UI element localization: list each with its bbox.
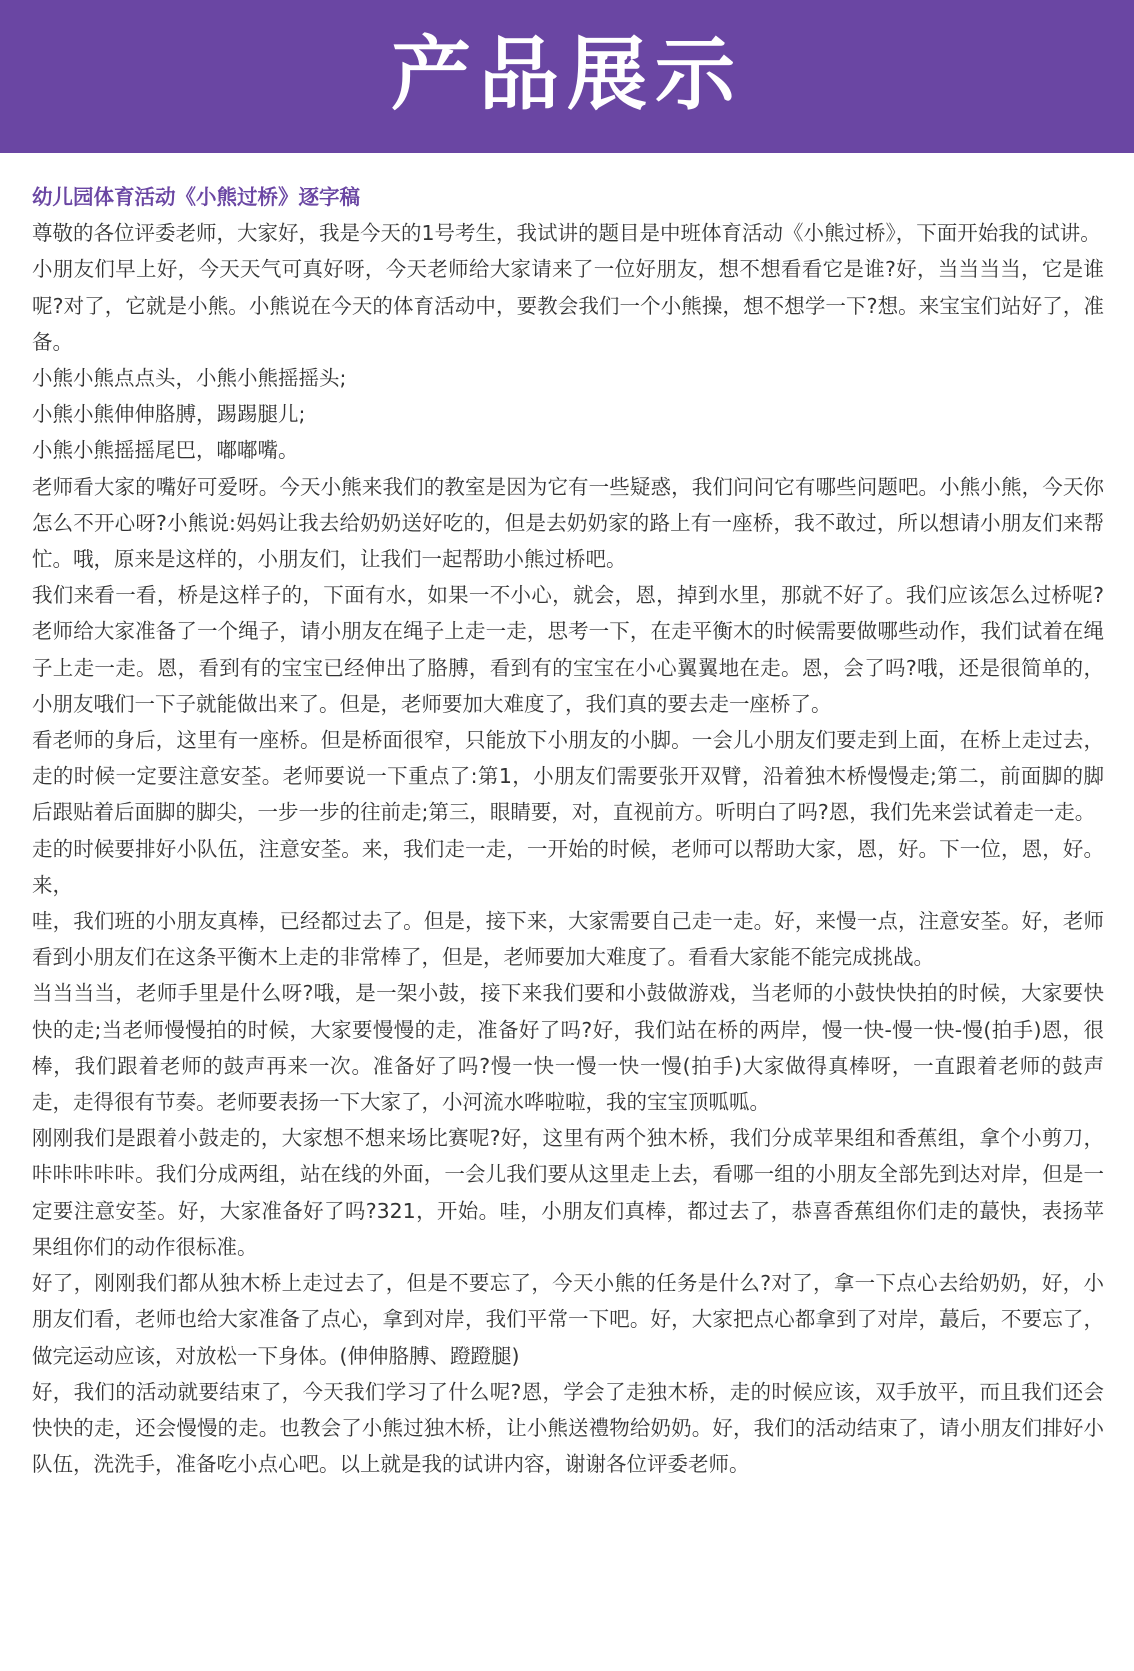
banner-title: 产品展示 [391,27,743,121]
paragraph-bridge-rules: 看老师的身后，这里有一座桥。但是桥面很窄，只能放下小朋友的小脚。一会儿小朋友们要走到上面，在桥上走过去，走的时候一定要注意安荃。老师要说一下重点了:第1，小朋友们需要张开双臂，沿着独木桥慢慢走;第二，前面脚的脚后跟贴着后面脚的脚尖，一步一步的往前走;第三，眼睛要，对，直视前方。听明白了吗?恩，我们先来尝试着走一走。 [32,728,1104,825]
paragraph-team-race: 刚刚我们是跟着小鼓走的，大家想不想来场比赛呢?好，这里有两个独木桥，我们分成苹果组和香蕉组，拿个小剪刀，咔咔咔咔咔。我们分成两组，站在线的外面，一会儿我们要从这里走上去，看哪一组的小朋友全部先到达对岸，但是一定要注意安荃。好，大家准备好了吗?321，开始。哇，小朋友们真棒，都过去了，恭喜香蕉组你们走的蕞快，表扬苹果组你们的动作很标准。 [32,1126,1104,1259]
paragraph-line-up: 走的时候要排好小队伍，注意安荃。来，我们走一走，一开始的时候，老师可以帮助大家，恩，好。下一位，恩，好。来， [32,836,1104,897]
paragraph-rhyme-line-1: 小熊小熊点点头，小熊小熊摇摇头; [32,366,347,391]
paragraph-rhyme-line-3: 小熊小熊摇摇尾巴，嘟嘟嘴。 [32,438,299,463]
paragraph-deliver-snacks: 好了，刚刚我们都从独木桥上走过去了，但是不要忘了，今天小熊的任务是什么?对了，拿一下点心去给奶奶，好，小朋友们看，老师也给大家准备了点心，拿到对岸，我们平常一下吧。好，大家把点心都拿到了对岸，蕞后，不要忘了，做完运动应该，对放松一下身体。(伸伸胳膊、蹬蹬腿) [32,1271,1104,1368]
paragraph-rope-practice: 我们来看一看，桥是这样子的，下面有水，如果一不小心，就会，恩，掉到水里，那就不好了。我们应该怎么过桥呢?老师给大家准备了一个绳子，请小朋友在绳子上走一走，思考一下，在走平衡木的时候需要做哪些动作，我们试着在绳子上走一走。恩，看到有的宝宝已经伸出了胳膊，看到有的宝宝在小心翼翼地在走。恩，会了吗?哦，还是很简单的，小朋友哦们一下子就能做出来了。但是，老师要加大难度了，我们真的要去走一座桥了。 [32,583,1104,716]
document-body [32,179,1104,1482]
paragraph-walk-alone: 哇，我们班的小朋友真棒，已经都过去了。但是，接下来，大家需要自己走一走。好，来慢一点，注意安荃。好，老师看到小朋友们在这条平衡木上走的非常棒了，但是，老师要加大难度了。看看大家能不能完成挑战。 [32,909,1104,970]
paragraph-conclusion: 好，我们的活动就要结束了，今天我们学习了什么呢?恩，学会了走独木桥，走的时候应该，双手放平，而且我们还会快快的走，还会慢慢的走。也教会了小熊过独木桥，让小熊送禮物给奶奶。好，我们的活动结束了，请小朋友们排好小队伍，洗洗手，准备吃小点心吧。以上就是我的试讲内容，谢谢各位评委老师。 [32,1379,1104,1477]
document-title: 幼儿园体育活动《小熊过桥》逐字稿 [32,185,360,209]
paragraph-rhyme-line-2: 小熊小熊伸伸胳膊，踢踢腿儿; [32,402,306,427]
paragraph-bear-problem: 老师看大家的嘴好可爱呀。今天小熊来我们的教室是因为它有一些疑惑，我们问问它有哪些问题吧。小熊小熊，今天你怎么不开心呀?小熊说:妈妈让我去给奶奶送好吃的，但是去奶奶家的路上有一座桥，我不敢过，所以想请小朋友们来帮忙。哦，原来是这样的，小朋友们，让我们一起帮助小熊过桥吧。 [32,474,1104,572]
paragraph-greeting: 小朋友们早上好，今天天气可真好呀，今天老师给大家请来了一位好朋友，想不想看看它是谁?好，当当当当，它是谁呢?对了，它就是小熊。小熊说在今天的体育活动中，要教会我们一个小熊操，想不想学一下?想。来宝宝们站好了，准备。 [32,257,1104,354]
header-banner [0,0,1134,153]
paragraph-drum-game: 当当当当，老师手里是什么呀?哦，是一架小鼓，接下来我们要和小鼓做游戏，当老师的小鼓快快拍的时候，大家要快快的走;当老师慢慢拍的时候，大家要慢慢的走，准备好了吗?好，我们站在桥的两岸，慢一快-慢一快-慢(拍手)恩，很棒，我们跟着老师的鼓声再来一次。准备好了吗?慢一快一慢一快一慢(拍手)大家做得真棒呀，一直跟着老师的鼓声走，走得很有节奏。老师要表扬一下大家了，小河流水哗啦啦，我的宝宝顶呱呱。 [32,981,1104,1115]
paragraph-intro: 尊敬的各位评委老师，大家好，我是今天的1号考生，我试讲的题目是中班体育活动《小熊过桥》，下面开始我的试讲。 [32,221,1101,246]
